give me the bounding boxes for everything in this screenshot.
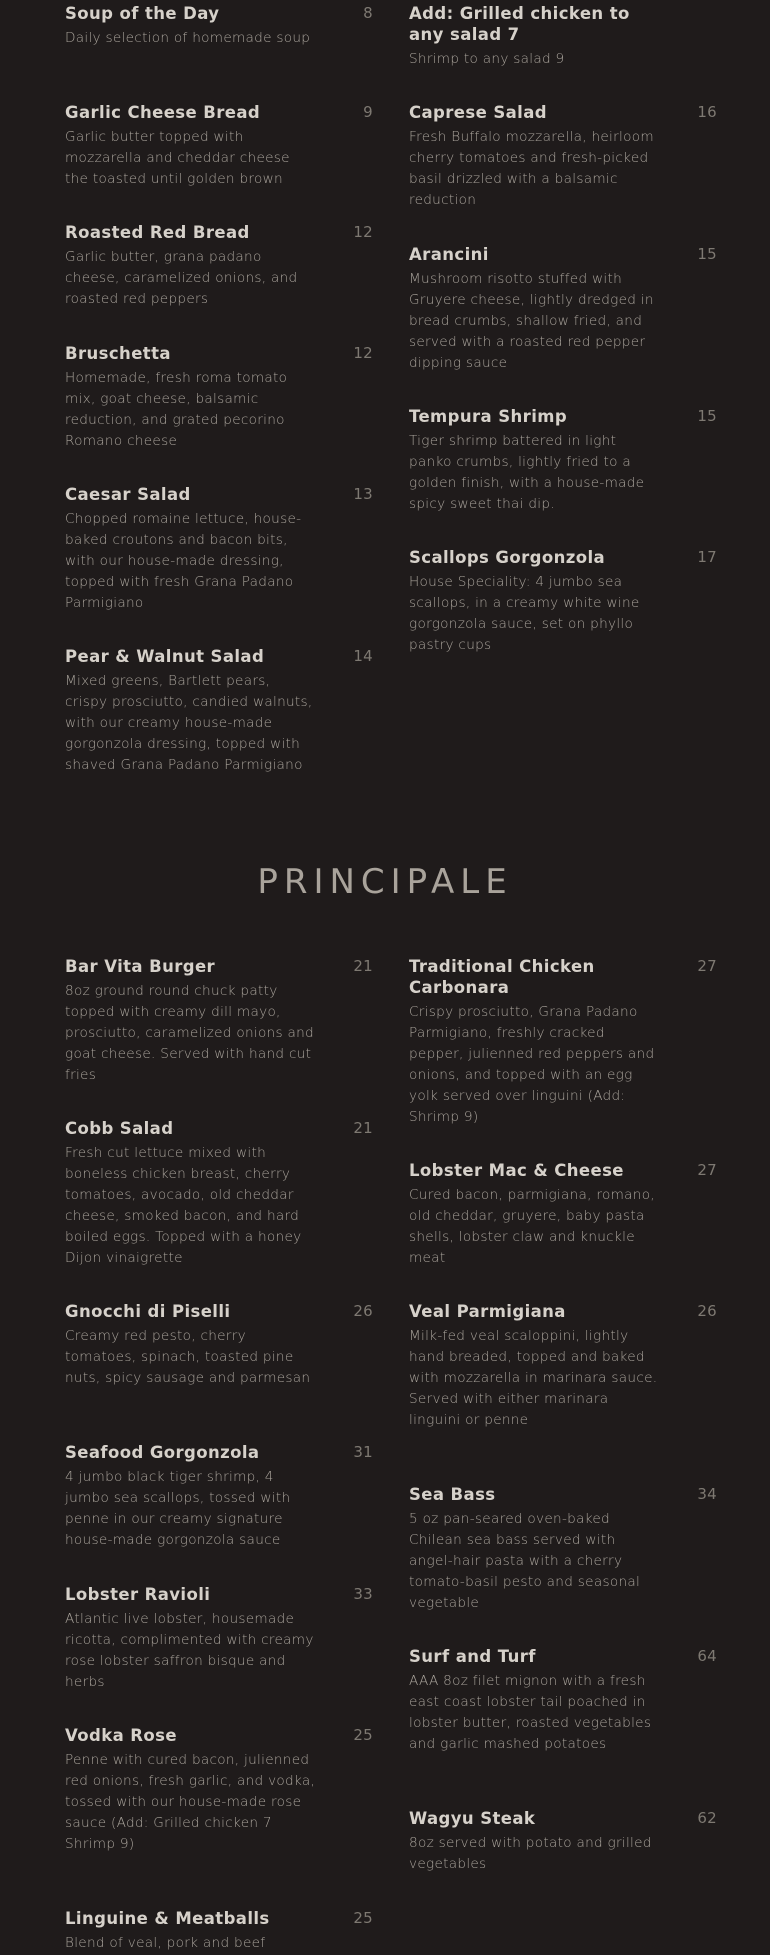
menu-item-lobster-ravioli — [65, 1584, 373, 1693]
item-price: 26 — [353, 1302, 373, 1320]
item-description: AAA 8oz filet mignon with a fresh east coast lobster tail poached in lobster butter, roasted vegetables and garlic mashed potatoes — [409, 1673, 652, 1752]
item-name: Caesar Salad — [65, 485, 191, 504]
item-price: 12 — [353, 344, 373, 362]
item-description: Creamy red pesto, cherry tomatoes, spinach, toasted pine nuts, spicy sausage and parmesan — [65, 1328, 311, 1386]
menu-item-caesar-salad — [65, 484, 373, 614]
item-description: Homemade, fresh roma tomato mix, goat cheese, balsamic reduction, and grated pecorino Romano cheese — [65, 370, 288, 449]
item-name: Vodka Rose — [65, 1726, 177, 1745]
item-price: 17 — [697, 548, 717, 566]
item-name: Wagyu Steak — [409, 1809, 536, 1828]
item-price: 27 — [697, 1161, 717, 1179]
item-name: Tempura Shrimp — [409, 407, 568, 426]
item-name: Gnocchi di Piselli — [65, 1302, 231, 1321]
item-description: Fresh cut lettuce mixed with boneless chicken breast, cherry tomatoes, avocado, old cheddar cheese, smoked bacon, and hard boiled eggs. Topped with a honey Dijon vinaigrette — [65, 1145, 302, 1266]
item-price: 33 — [353, 1585, 373, 1603]
menu-item-seafood-gorgonzola — [65, 1442, 373, 1551]
item-name: Add: Grilled chicken to any salad 7 — [409, 4, 630, 44]
item-name: Surf and Turf — [409, 1647, 536, 1666]
item-name: Scallops Gorgonzola — [409, 548, 606, 567]
menu-item-roasted-red-bread — [65, 222, 373, 310]
menu-item-bruschetta — [65, 343, 373, 452]
item-price: 13 — [353, 485, 373, 503]
item-name: Arancini — [409, 245, 489, 264]
item-description: Blend of veal, pork and beef — [65, 1935, 266, 1951]
menu-item-garlic-cheese-bread — [65, 102, 373, 190]
item-price: 21 — [353, 1119, 373, 1137]
menu-item-tempura-shrimp — [409, 406, 717, 515]
item-price: 12 — [353, 223, 373, 241]
item-description: Shrimp to any salad 9 — [409, 51, 565, 67]
item-price: 8 — [363, 4, 373, 22]
menu-item-wagyu-steak — [409, 1808, 717, 1875]
item-description: Chopped romaine lettuce, house-baked croutons and bacon bits, with our house-made dressing, topped with fresh Grana Padano Parmigiano — [65, 511, 302, 611]
menu-item-gnocchi-di-piselli — [65, 1301, 373, 1389]
item-description: 4 jumbo black tiger shrimp, 4 jumbo sea scallops, tossed with penne in our creamy signature house-made gorgonzola sauce — [65, 1469, 291, 1548]
item-price: 9 — [363, 103, 373, 121]
item-name: Bruschetta — [65, 344, 171, 363]
item-price: 31 — [353, 1443, 373, 1461]
item-description: Mixed greens, Bartlett pears, crispy prosciutto, candied walnuts, with our creamy house-made gorgonzola dressing, topped with shaved Grana Padano Parmigiano — [65, 673, 313, 773]
item-price: 26 — [697, 1302, 717, 1320]
menu-item-arancini — [409, 244, 717, 374]
item-name: Veal Parmigiana — [409, 1302, 566, 1321]
item-description: Fresh Buffalo mozzarella, heirloom cherry tomatoes and fresh-picked basil drizzled with a balsamic reduction — [409, 129, 654, 208]
item-description: 8oz served with potato and grilled vegetables — [409, 1835, 652, 1872]
section-title-principale: PRINCIPALE — [257, 862, 513, 902]
item-name: Caprese Salad — [409, 103, 547, 122]
item-name: Lobster Mac & Cheese — [409, 1161, 624, 1180]
item-name: Bar Vita Burger — [65, 957, 216, 976]
item-name: Traditional Chicken Carbonara — [409, 957, 595, 997]
item-name: Lobster Ravioli — [65, 1585, 211, 1604]
item-price: 15 — [697, 407, 717, 425]
item-description: Milk-fed veal scaloppini, lightly hand breaded, topped and baked with mozzarella in marinara sauce. Served with either marinara linguini or penne — [409, 1328, 658, 1428]
item-description: 8oz ground round chuck patty topped with creamy dill mayo, prosciutto, caramelized onions and goat cheese. Served with hand cut fries — [65, 983, 314, 1083]
item-price: 25 — [353, 1909, 373, 1927]
item-price: 34 — [697, 1485, 717, 1503]
item-description: Garlic butter topped with mozzarella and cheddar cheese the toasted until golden brown — [65, 129, 290, 187]
item-description: Atlantic live lobster, housemade ricotta, complimented with creamy rose lobster saffron bisque and herbs — [65, 1611, 314, 1690]
item-price: 62 — [697, 1809, 717, 1827]
item-description: Penne with cured bacon, julienned red onions, fresh garlic, and vodka, tossed with our house-made rose sauce (Add: Grilled chicken 7 Shrimp 9) — [65, 1752, 316, 1852]
menu-item-vodka-rose — [65, 1725, 373, 1855]
item-description: Crispy prosciutto, Grana Padano Parmigiano, freshly cracked pepper, julienned red peppers and onions, and topped with an egg yolk served over linguini (Add: Shrimp 9) — [409, 1004, 655, 1125]
item-name: Seafood Gorgonzola — [65, 1443, 260, 1462]
item-price: 21 — [353, 957, 373, 975]
item-price: 25 — [353, 1726, 373, 1744]
menu-item-bar-vita-burger — [65, 956, 373, 1086]
menu-item-cobb-salad — [65, 1118, 373, 1269]
menu-item-scallops-gorgonzola — [409, 547, 717, 656]
item-description: House Speciality: 4 jumbo sea scallops, in a creamy white wine gorgonzola sauce, set on phyllo pastry cups — [409, 574, 640, 653]
item-price: 27 — [697, 957, 717, 975]
item-name: Linguine & Meatballs — [65, 1909, 270, 1928]
item-price: 16 — [697, 103, 717, 121]
item-name: Garlic Cheese Bread — [65, 103, 261, 122]
item-name: Pear & Walnut Salad — [65, 647, 265, 666]
menu-item-veal-parmigiana — [409, 1301, 717, 1431]
item-price: 14 — [353, 647, 373, 665]
item-name: Cobb Salad — [65, 1119, 174, 1138]
menu-item-caprese-salad — [409, 102, 717, 211]
menu-item-lobster-mac-cheese — [409, 1160, 717, 1269]
menu-item-linguine-meatballs — [65, 1908, 373, 1954]
item-price: 15 — [697, 245, 717, 263]
item-description: Cured bacon, parmigiana, romano, old cheddar, gruyere, baby pasta shells, lobster claw and knuckle meat — [409, 1187, 655, 1266]
item-name: Roasted Red Bread — [65, 223, 250, 242]
item-description: Garlic butter, grana padano cheese, caramelized onions, and roasted red peppers — [65, 249, 298, 307]
item-description: Mushroom risotto stuffed with Gruyere cheese, lightly dredged in bread crumbs, shallow fried, and served with a roasted red pepper dipping sauce — [409, 271, 654, 371]
menu-item-chicken-carbonara — [409, 956, 717, 1128]
menu-item-soup — [65, 3, 373, 49]
item-name: Soup of the Day — [65, 4, 220, 23]
item-description: Daily selection of homemade soup — [65, 30, 311, 46]
menu-item-sea-bass — [409, 1484, 717, 1614]
item-name: Sea Bass — [409, 1485, 496, 1504]
item-price: 64 — [697, 1647, 717, 1665]
item-description: 5 oz pan-seared oven-baked Chilean sea bass served with angel-hair pasta with a cherry tomato-basil pesto and seasonal vegetable — [409, 1511, 641, 1611]
menu-item-pear-walnut-salad — [65, 646, 373, 776]
menu-item-add-grilled-chicken — [409, 3, 717, 70]
item-description: Tiger shrimp battered in light panko crumbs, lightly fried to a golden finish, with a house-made spicy sweet thai dip. — [409, 433, 645, 512]
menu-item-surf-and-turf — [409, 1646, 717, 1755]
